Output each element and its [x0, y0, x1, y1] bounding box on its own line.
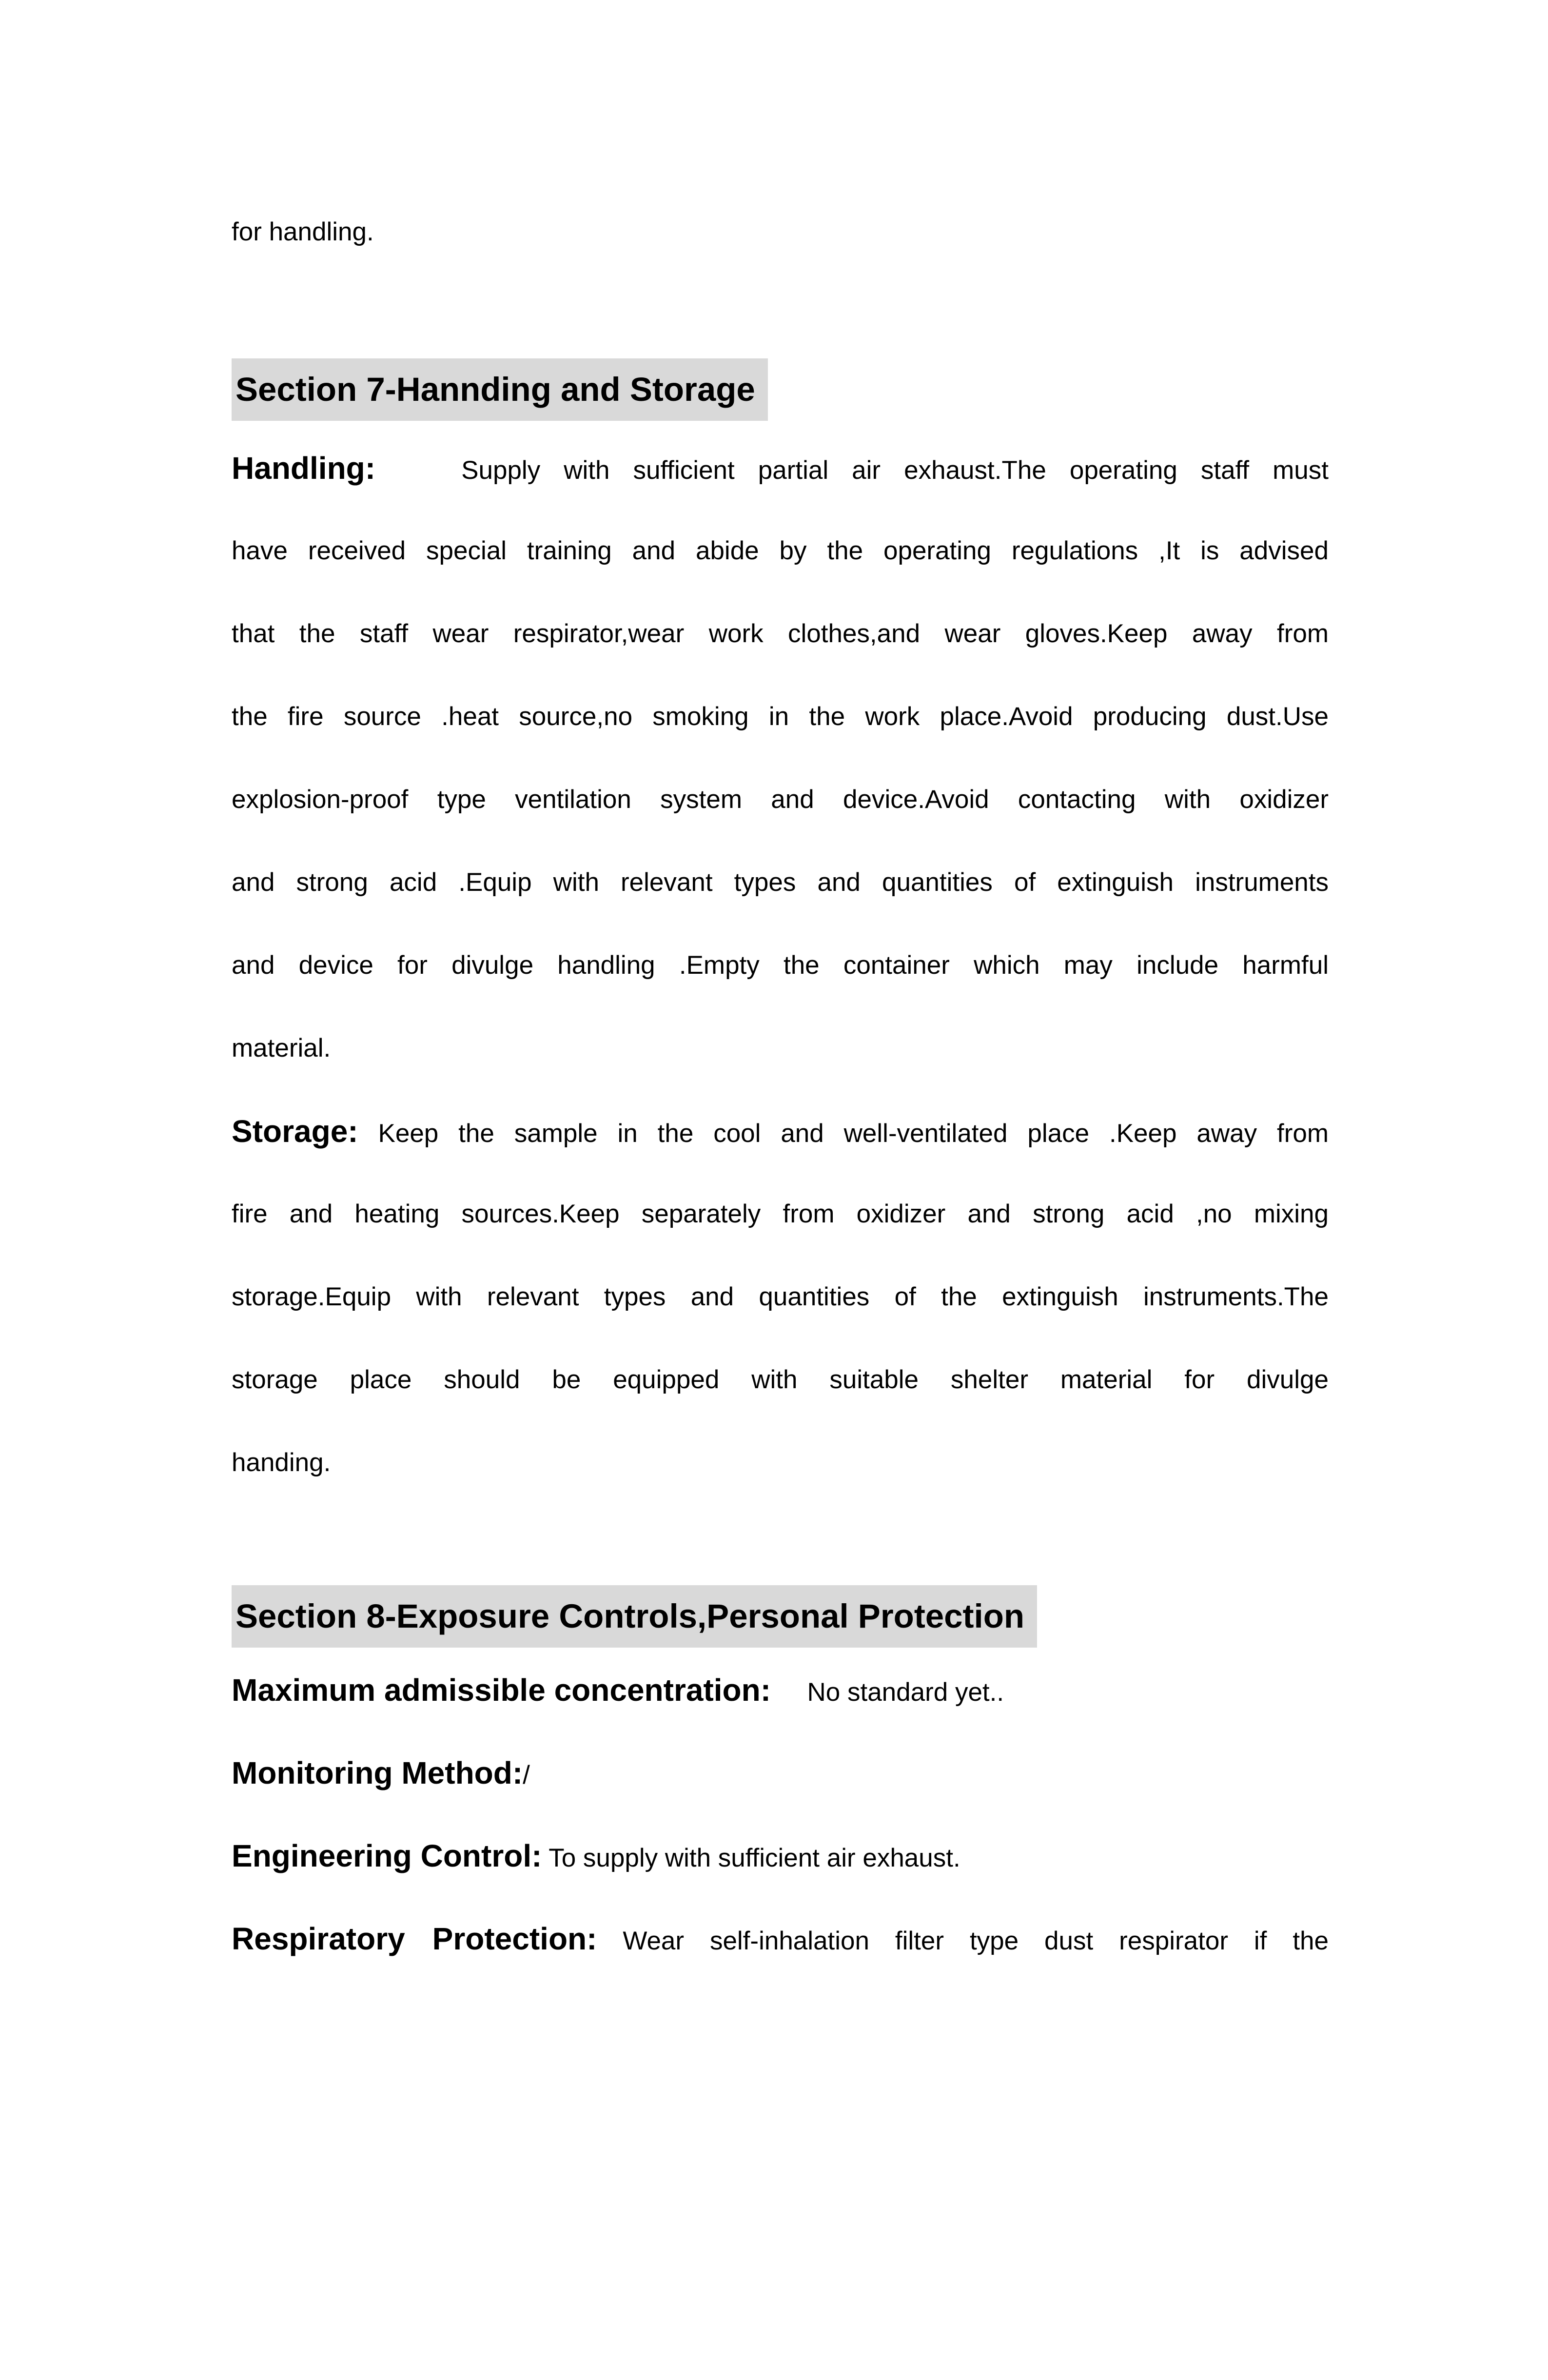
handling-line-7: and device for divulge handling .Empty the container which may include harmful — [232, 951, 1329, 980]
storage-line-4: storage place should be equipped with suitable shelter material for divulge — [232, 1365, 1329, 1394]
storage-paragraph — [232, 1090, 1329, 1504]
field-value: No standard yet.. — [807, 1678, 1004, 1707]
field-engineering-control — [232, 1814, 1329, 1897]
handling-line-4: the fire source .heat source,no smoking in the work place.Avoid producing dust.Use — [232, 702, 1329, 731]
field-value: Wear self-inhalation filter type dust respirator if the — [623, 1927, 1329, 1955]
handling-line-3: that the staff wear respirator,wear work clothes,and wear gloves.Keep away from — [232, 619, 1329, 648]
storage-line-3: storage.Equip with relevant types and quantities of the extinguish instruments.The — [232, 1282, 1329, 1311]
field-label: Engineering Control: — [232, 1838, 542, 1873]
field-monitoring-method — [232, 1731, 1329, 1814]
handling-line-6: and strong acid .Equip with relevant types and quantities of extinguish instruments — [232, 868, 1329, 897]
document-page — [232, 191, 1329, 1980]
storage-line-5: handing. — [232, 1448, 331, 1477]
handling-line-1 — [232, 427, 1329, 510]
handling-line-5: explosion-proof type ventilation system and device.Avoid contacting with oxidizer — [232, 785, 1329, 814]
handling-line-8: material. — [232, 1034, 331, 1062]
field-label: Respiratory Protection: — [232, 1921, 597, 1956]
field-label: Monitoring Method: — [232, 1755, 523, 1790]
handling-line-1-text: Supply with sufficient partial air exhaust.The operating staff must — [461, 456, 1329, 485]
section7-heading-row — [232, 358, 1329, 421]
field-respiratory-protection — [232, 1897, 1329, 1980]
handling-paragraph — [232, 427, 1329, 1090]
paragraph-continuation-line: for handling. — [232, 217, 374, 246]
handling-label: Handling: — [232, 451, 376, 486]
section8-heading-row — [232, 1585, 1329, 1648]
handling-line-2: have received special training and abide by the operating regulations ,It is advised — [232, 536, 1329, 565]
storage-line-1-text: Keep the sample in the cool and well-ventilated place .Keep away from — [378, 1119, 1329, 1148]
section7-heading: Section 7-Hannding and Storage — [232, 358, 768, 421]
storage-line-1 — [232, 1090, 1329, 1173]
field-value: / — [523, 1761, 530, 1790]
section8-fields — [232, 1649, 1329, 1980]
storage-line-2: fire and heating sources.Keep separately from oxidizer and strong acid ,no mixing — [232, 1200, 1329, 1228]
field-value: To supply with sufficient air exhaust. — [549, 1844, 960, 1872]
storage-label: Storage: — [232, 1114, 358, 1149]
section8-heading: Section 8-Exposure Controls,Personal Protection — [232, 1585, 1037, 1648]
field-label: Maximum admissible concentration: — [232, 1672, 771, 1708]
field-max-admissible-concentration — [232, 1649, 1329, 1731]
